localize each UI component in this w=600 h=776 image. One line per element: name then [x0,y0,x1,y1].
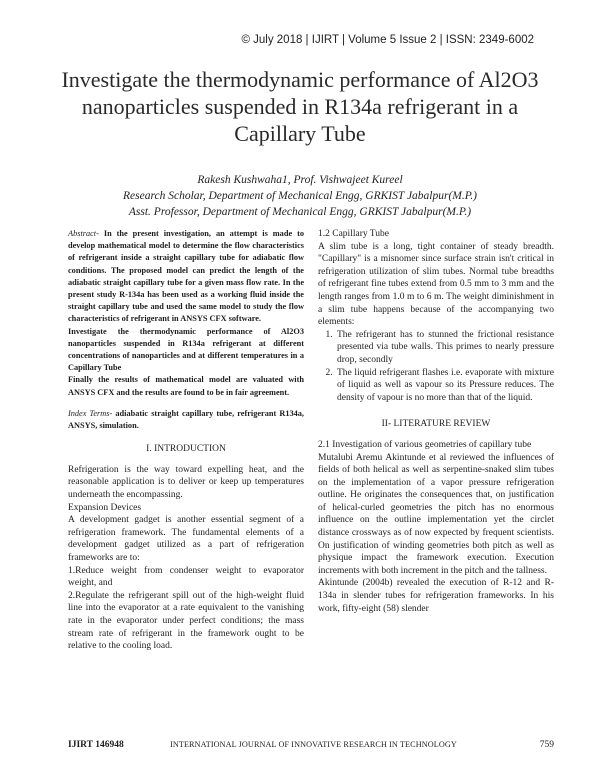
abstract-paragraph-2: Investigate the thermodynamic performance of Al2O3 nanoparticles suspended in R134a refrigerant at different concentrations of nanoparticles and at different temperatures in a Capillary Tube [68,326,304,373]
intro-paragraph-2: A development gadget is another essential segment of a refrigeration framework. The fundamental elements of a development gadget utilized as a part of refrigeration frameworks are to: [68,515,304,563]
intro-paragraph-1: Refrigeration is the way toward expelling heat, and the reasonable application is to deliver or keep up temperatures underneath the encompassing. [68,464,304,501]
abstract-paragraph-1: In the present investigation, an attempt is made to develop mathematical model to determine the flow characteristics of refrigerant inside a straight capillary tube for adiabatic flow conditions. The proposed model can predict the length of the adiabatic straight capillary tube for a given mass flow rate. In the present study R-134a has been used as a working fluid inside the straight capillary tube and used the same model to study the flow characteristics of refrigerant in ANSYS CFX software. [68,229,304,324]
literature-paragraph-2: Akintunde (2004b) revealed the execution of R-12 and R-134a in slender tubes for refrigeration frameworks. In his work, fifty-eight (58) slender [318,578,554,614]
author-names: Rakesh Kushwaha1, Prof. Vishwajeet Kureel [197,174,403,186]
paper-id: IJIRT 146948 [68,740,124,750]
literature-paragraph-1: Mutalubi Aremu Akintunde et al reviewed the influences of fields of both helical as well as serpentine-snaked slim tubes on the implementation of a vapor pressure refrigeration outline. He originates the consequences that, on justification of helical-curled geometries the pitch has no enormous influence on the outline implementation yet the circlet distance crossways as of now expected by frequent scientists. On justification of winding geometries both pitch as well as physique impact the framework execution. Execution increments with both increment in the pitch and the tallness. [318,452,554,576]
section-heading-literature-review: II- LITERATURE REVIEW [381,419,491,430]
paper-title: Investigate the thermodynamic performance of Al2O3 nanoparticles suspended in R134a refrigerant in a Capillary Tube [61,67,539,146]
journal-header: © July 2018 | IJIRT | Volume 5 Issue 2 | ISSN: 2349-6002 [241,34,534,46]
subheading-capillary-tube: 1.2 Capillary Tube [318,229,389,239]
journal-name: INTERNATIONAL JOURNAL OF INNOVATIVE RESEARCH IN TECHNOLOGY [170,740,457,749]
abstract [68,228,304,399]
index-terms [68,408,304,432]
index-terms-text: adiabatic straight capillary tube, refrigerant R134a, ANSYS, simulation. [68,408,304,431]
abstract-label: Abstract- [68,229,99,238]
intro-paragraph-3: 1.Reduce weight from condenser weight to evaporator weight, and [68,565,304,589]
page-number: 759 [539,740,554,750]
author-affiliation-1: Research Scholar, Department of Mechanical Engg, GRKIST Jabalpur(M.P.) [123,190,477,202]
right-column [318,228,554,615]
left-column [68,228,304,653]
capillary-paragraph: A slim tube is a long, tight container of steady breadth. "Capillary" is a misnomer since surface strain isn't critical in refrigeration utilization of slim tubes. Normal tube breadths of refrigerant fine tubes extend from 0.5 mm to 3 mm and the length ranges from 1.0 m to 6 m. The weight diminishment in a slim tube happens because of the accompanying two elements: [318,241,554,328]
capillary-factor-list [318,329,554,405]
author-block [40,172,560,220]
intro-paragraph-4: 2.Regulate the refrigerant spill out of the high-weight fluid line into the evaporator at a rate equivalent to the vanishing rate in the evaporator under perfect conditions; the mass stream rate of refrigerant in the framework ought to be relative to the cooling load. [68,590,304,652]
subheading-expansion-devices: Expansion Devices [68,502,142,513]
subheading-geometries: 2.1 Investigation of various geometries of capillary tube [318,439,532,450]
section-heading-introduction: I. INTRODUCTION [146,444,226,455]
abstract-paragraph-3: Finally the results of mathematical model are valuated with ANSYS CFX and the results are found to be in fair agreement. [68,375,304,397]
index-terms-label: Index Terms- [68,408,113,418]
list-item: 2. The liquid refrigerant flashes i.e. evaporate with mixture of liquid as well as vapour so its Pressure reduces. The density of vapour is no more than that of the liquid. [335,367,554,405]
author-affiliation-2: Asst. Professor, Department of Mechanical Engg, GRKIST Jabalpur(M.P.) [128,206,472,218]
list-item: 1. The refrigerant has to stunned the frictional resistance presented via tube walls. This primes to nearly pressure drop, secondly [335,329,554,367]
